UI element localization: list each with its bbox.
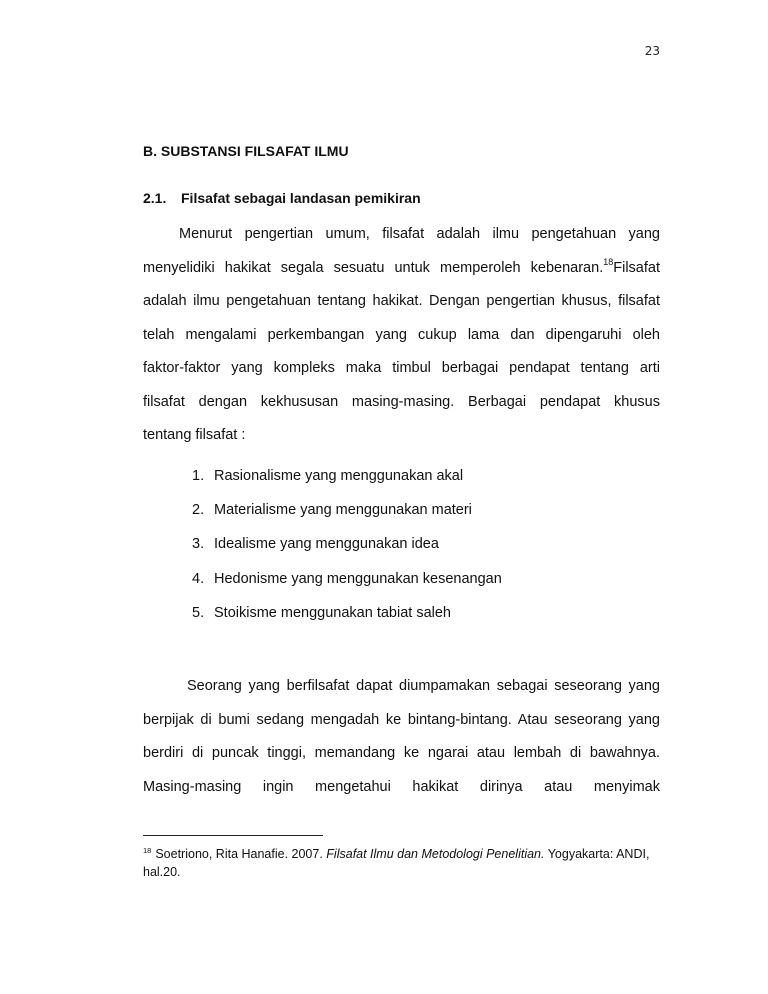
footnote-page: hal.20. xyxy=(143,865,181,879)
list-item-text: Rasionalisme yang menggunakan akal xyxy=(214,468,464,484)
footnote-marker: 18 xyxy=(143,846,152,855)
subsection-title: Filsafat sebagai landasan pemikiran xyxy=(181,190,421,206)
list-item-number: 3. xyxy=(192,536,205,553)
footnote-reference: 18 xyxy=(603,256,614,267)
paragraph-1-line-text: Filsafat xyxy=(613,259,660,276)
paragraph-2-line: Masing-masing ingin mengetahui hakikat dirinya atau menyimak xyxy=(143,778,660,795)
paragraph-1 xyxy=(143,224,660,459)
list-item-number: 5. xyxy=(192,604,205,621)
paragraph-2-line: berpijak di bumi sedang mengadah ke bintang-bintang. Atau seseorang yang xyxy=(143,711,660,728)
paragraph-1-line: Menurut pengertian umum, filsafat adalah ilmu pengetahuan yang xyxy=(179,226,660,242)
paragraph-2 xyxy=(143,676,660,810)
paragraph-2-line: berdiri di puncak tinggi, memandang ke ngarai atau lembah di bawahnya. xyxy=(143,745,660,761)
list-item xyxy=(192,466,502,500)
list-item-number: 2. xyxy=(192,502,205,519)
paragraph-1-line: faktor-faktor yang kompleks maka timbul berbagai pendapat tentang arti xyxy=(143,360,660,376)
list-item-number: 4. xyxy=(192,570,205,587)
subsection-number: 2.1. xyxy=(143,190,167,206)
section-heading: B. SUBSTANSI FILSAFAT ILMU xyxy=(143,143,349,159)
list-item-text: Idealisme yang menggunakan idea xyxy=(214,536,439,553)
list-item xyxy=(192,603,502,637)
footnote xyxy=(143,845,660,881)
list-item-text: Hedonisme yang menggunakan kesenangan xyxy=(214,570,502,587)
list-item xyxy=(192,500,502,534)
paragraph-1-line: telah mengalami perkembangan yang cukup lama dan dipengaruhi oleh xyxy=(143,326,660,343)
list-item xyxy=(192,569,502,603)
footnote-authors: Soetriono, Rita Hanafie. 2007. xyxy=(155,847,323,861)
footnote-separator xyxy=(143,835,323,836)
paragraph-1-line xyxy=(143,258,660,292)
paragraph-1-line: adalah ilmu pengetahuan tentang hakikat. Dengan pengertian khusus, filsafat xyxy=(143,293,660,309)
list-item xyxy=(192,534,502,568)
list-item-number: 1. xyxy=(192,468,205,484)
paragraph-1-line: filsafat dengan kekhususan masing-masing. Berbagai pendapat khusus xyxy=(143,393,660,410)
philosophy-list xyxy=(192,466,502,637)
paragraph-2-line: Seorang yang berfilsafat dapat diumpamakan sebagai seseorang yang xyxy=(187,678,660,694)
paragraph-1-line: tentang filsafat : xyxy=(143,427,246,443)
footnote-publisher: Yogyakarta: ANDI, xyxy=(547,847,650,861)
page-number: 23 xyxy=(644,44,660,58)
list-item-text: Stoikisme menggunakan tabiat saleh xyxy=(214,604,451,621)
subsection-heading xyxy=(143,190,421,206)
paragraph-1-line-text: menyelidiki hakikat segala sesuatu untuk memperoleh kebenaran. xyxy=(143,259,604,276)
list-item-text: Materialisme yang menggunakan materi xyxy=(214,502,472,519)
footnote-title: Filsafat Ilmu dan Metodologi Penelitian. xyxy=(326,847,545,861)
